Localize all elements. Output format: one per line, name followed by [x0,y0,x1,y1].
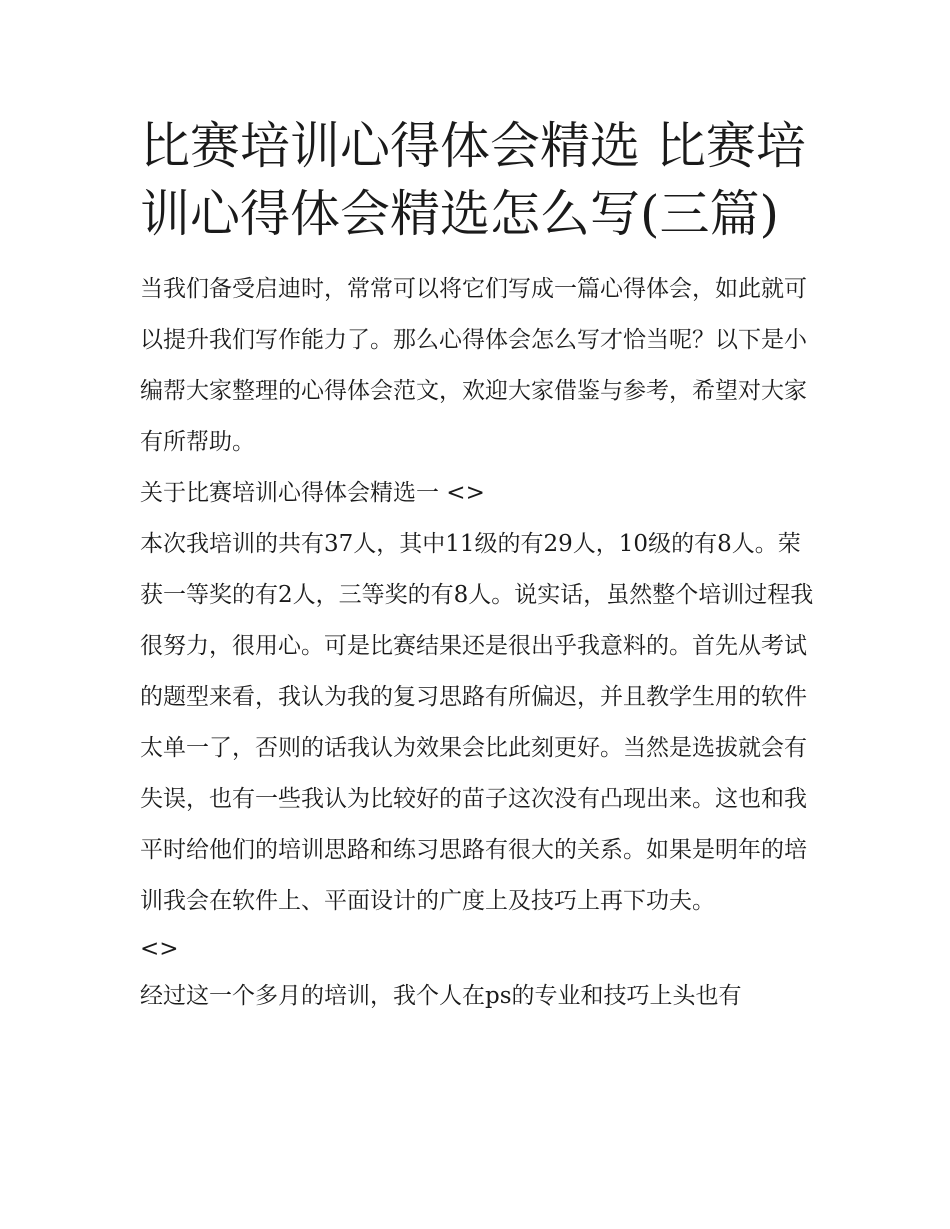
document-title: 比赛培训心得体会精选 比赛培训心得体会精选怎么写(三篇) [140,117,806,243]
body-paragraph-continued: 经过这一个多月的培训，我个人在ps的专业和技巧上头也有 [140,983,742,1009]
separator-text: <> [140,936,179,962]
section-heading: 关于比赛培训心得体会精选一 <> [140,480,485,506]
body-paragraph: 本次我培训的共有37人，其中11级的有29人，10级的有8人。荣获一等奖的有2人，三等奖的有8人。说实话，虽然整个培训过程我很努力，很用心。可是比赛结果还是很出乎我意料的。首先从考试的题型来看，我认为我的复习思路有所偏迟，并且教学生用的软件太单一了，否则的话我认为效果会比此刻更好。当然是选拔就会有失误，也有一些我认为比较好的苗子这次没有凸现出来。这也和我平时给他们的培训思路和练习思路有很大的关系。如果是明年的培训我会在软件上、平面设计的广度上及技巧上再下功夫。 [140,531,814,914]
intro-paragraph: 当我们备受启迪时，常常可以将它们写成一篇心得体会，如此就可以提升我们写作能力了。那么心得体会怎么写才恰当呢？以下是小编帮大家整理的心得体会范文，欢迎大家借鉴与参考，希望对大家有所帮助。 [140,276,807,455]
document-body [140,112,820,1022]
